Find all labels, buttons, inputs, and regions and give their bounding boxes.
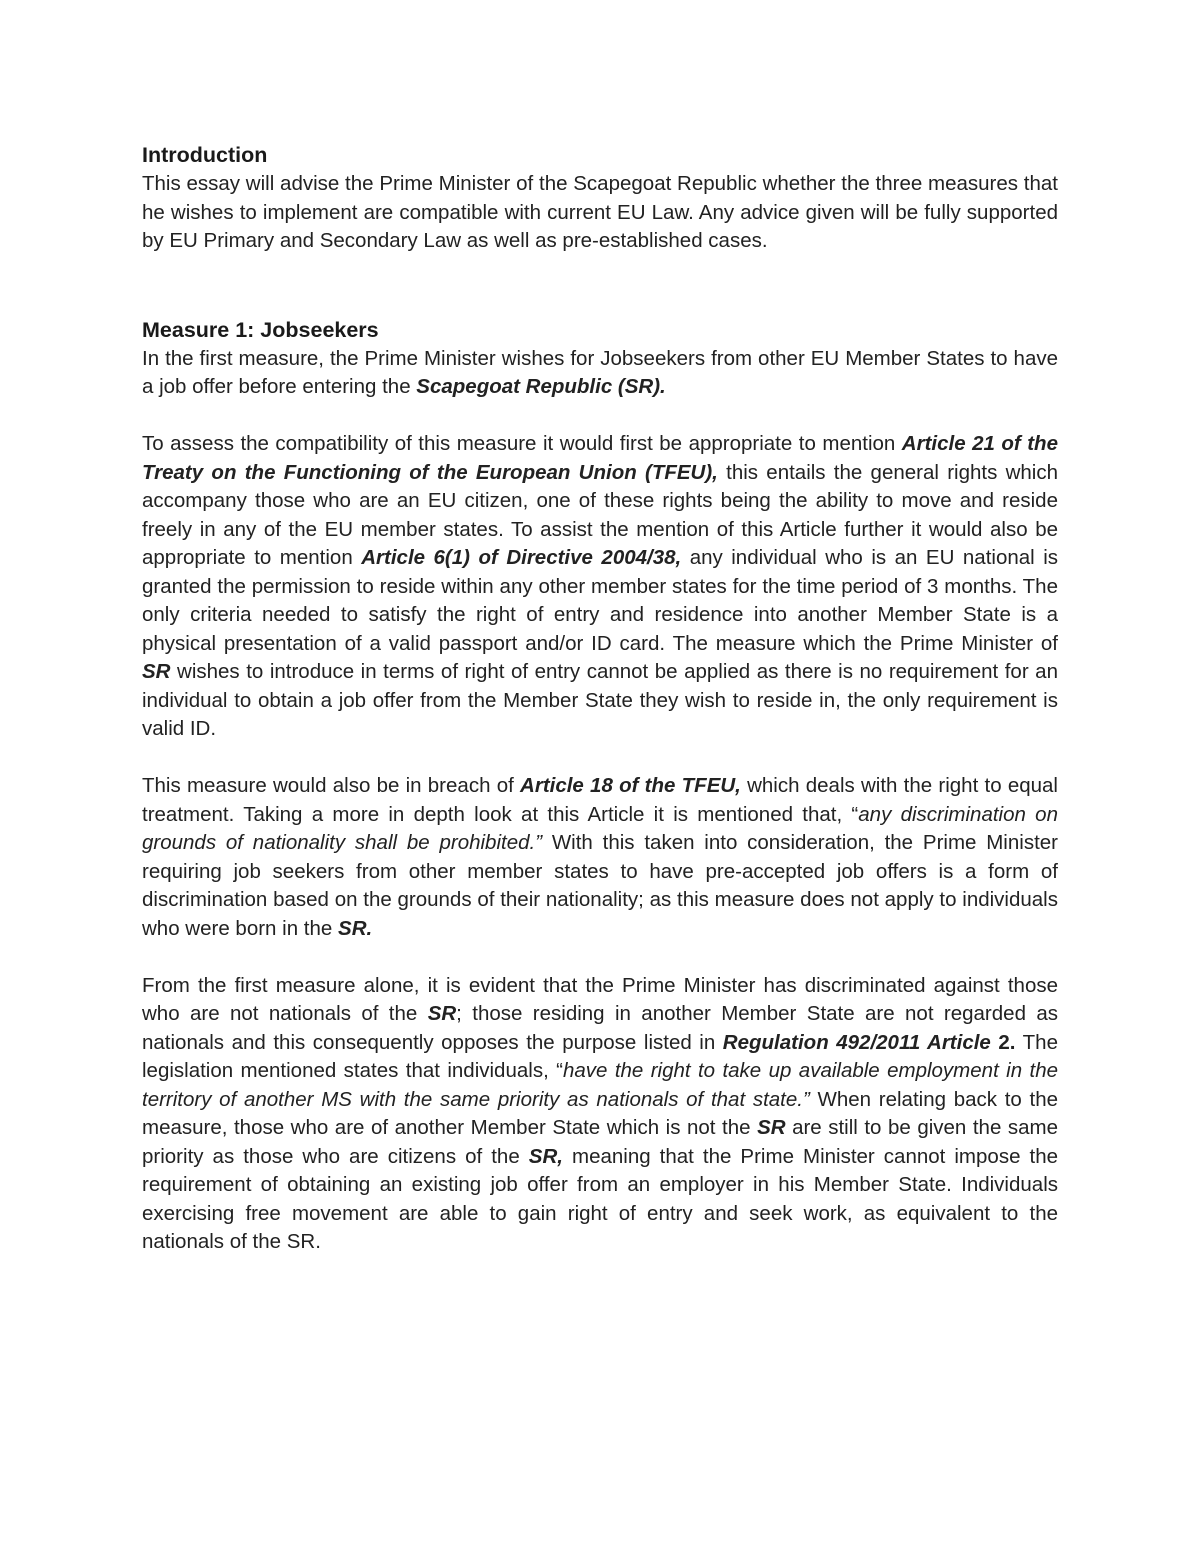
emphasis-run: Article 21 of the Treaty on the Functioning of the European Union (TFEU),: [142, 432, 1058, 484]
text-run: To assess the compatibility of this measure it would first be appropriate to mention: [142, 432, 902, 455]
section-spacer: [142, 256, 1058, 315]
emphasis-run: SR,: [528, 1144, 563, 1168]
document-page: [142, 140, 1058, 1257]
text-run: In the first measure, the Prime Minister wishes for Jobseekers from other EU Member States to have a job offer before entering the: [142, 346, 1058, 398]
text-run: When relating back to the measure, those who are of another Member State which is not the: [142, 1087, 1058, 1139]
introduction-paragraph: This essay will advise the Prime Minister of the Scapegoat Republic whether the three measures that he wishes to implement are compatible with current EU Law. Any advice given will be fully supported by EU Primary and Secondary Law as well as pre-established cases.: [142, 172, 1058, 252]
bold-run: 2.: [998, 1030, 1016, 1054]
measure1-paragraph-1: [142, 345, 1058, 402]
measure1-paragraph-4: [142, 972, 1058, 1257]
text-run: ; those residing in another Member State are not regarded as nationals and this consequently opposes the purpose listed in: [142, 1002, 1058, 1054]
text-run: With this taken into consideration, the Prime Minister requiring job seekers from other member states to have pre-accepted job offers is a form of discrimination based on the grounds of their nationality; as this measure does not apply to individuals who were born in the: [142, 831, 1058, 940]
text-run: which deals with the right to equal treatment. Taking a more in depth look at this Article it is mentioned that, “: [142, 774, 1058, 826]
text-run: this entails the general rights which accompany those who are an EU citizen, one of these rights being the ability to move and reside freely in any of the EU member states. To assist the mention of this Article further it would also be appropriate to mention: [142, 460, 1059, 569]
emphasis-run: SR.: [338, 916, 373, 940]
quote-run: any discrimination on grounds of nationality shall be prohibited.”: [142, 802, 1058, 854]
text-run: From the first measure alone, it is evident that the Prime Minister has discriminated against those who are not nationals of the: [142, 973, 1058, 1025]
text-run: wishes to introduce in terms of right of entry cannot be applied as there is no requirement for an individual to obtain a job offer from the Member State they wish to reside in, the only requirement is valid ID.: [142, 660, 1058, 740]
text-run: any individual who is an EU national is granted the permission to reside within any other member states for the time period of 3 months. The only criteria needed to satisfy the right of entry and residence into another Member State is a physical presentation of a valid passport and/or ID card. The measure which the Prime Minister of: [142, 546, 1058, 655]
measure1-paragraph-2: [142, 430, 1058, 744]
emphasis-run: Article 6(1) of Directive 2004/38,: [361, 546, 682, 569]
text-run: meaning that the Prime Minister cannot impose the requirement of obtaining an existing job offer from an employer in his Member State. Individuals exercising free movement are able to gain right of entry and seek work, as equivalent to the nationals of the SR.: [142, 1144, 1058, 1253]
text-run: This measure would also be in breach of: [142, 774, 521, 797]
quote-run: have the right to take up available employment in the territory of another MS with the same priority as nationals of that state.”: [142, 1059, 1058, 1111]
emphasis-run: SR: [427, 1002, 457, 1025]
introduction-heading: Introduction: [142, 143, 268, 167]
emphasis-run: Article 18 of the TFEU,: [520, 774, 741, 797]
emphasis-run: Regulation 492/2011 Article: [722, 1030, 991, 1054]
text-run: are still to be given the same priority as those who are citizens of the: [142, 1116, 1059, 1168]
paragraph-spacer: [142, 744, 1058, 773]
emphasis-run: SR: [142, 660, 171, 683]
emphasis-run: SR: [757, 1116, 786, 1139]
paragraph-spacer: [142, 943, 1058, 972]
paragraph-spacer: [142, 402, 1058, 431]
measure1-heading: Measure 1: Jobseekers: [142, 317, 379, 342]
emphasis-run: Scapegoat Republic (SR).: [416, 375, 666, 398]
measure1-paragraph-3: [142, 772, 1058, 943]
text-run: The legislation mentioned states that individuals, “: [142, 1030, 1058, 1082]
